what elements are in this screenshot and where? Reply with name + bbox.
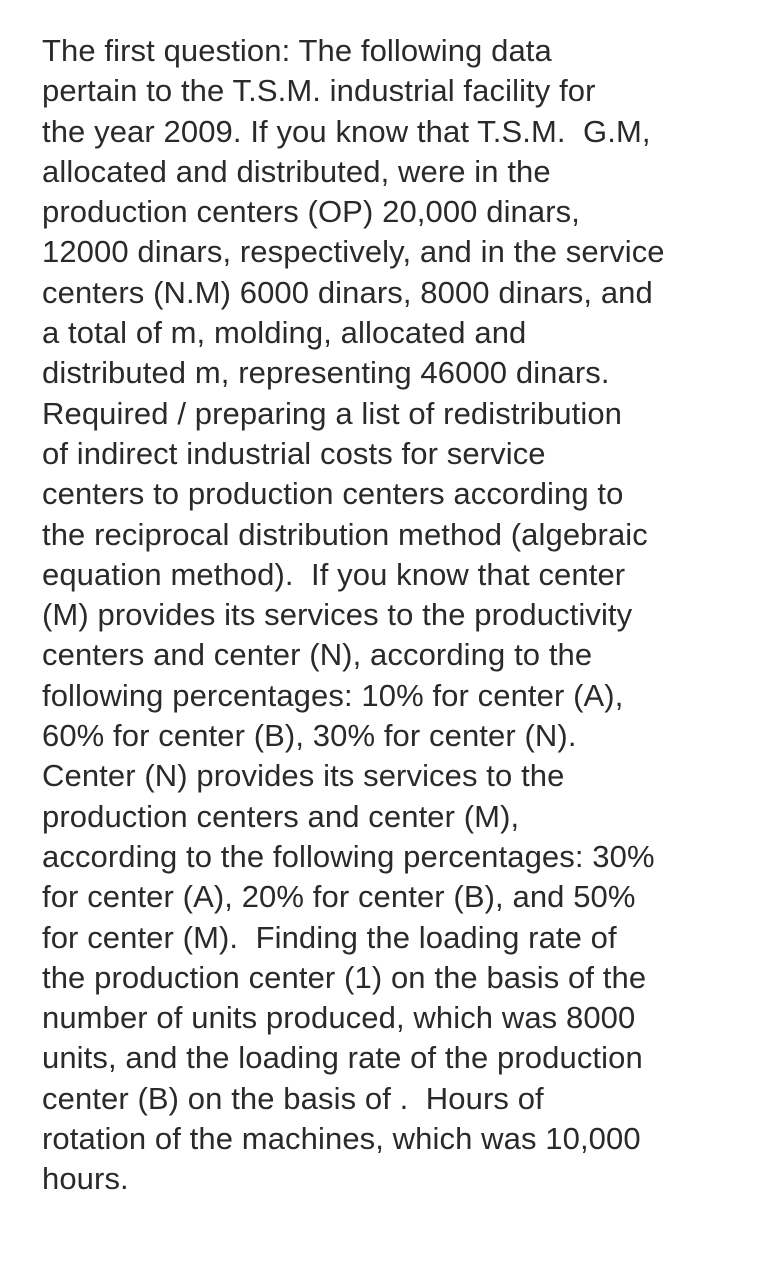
- text-line: centers (N.M) 6000 dinars, 8000 dinars, and: [42, 274, 653, 310]
- text-line: of indirect industrial costs for service: [42, 435, 546, 471]
- text-line: hours.: [42, 1161, 129, 1197]
- text-line: following percentages: 10% for center (A),: [42, 677, 624, 713]
- text-line: production centers (OP) 20,000 dinars,: [42, 194, 580, 230]
- text-line: allocated and distributed, were in the: [42, 153, 551, 189]
- text-line: distributed m, representing 46000 dinars.: [42, 355, 610, 391]
- text-line: according to the following percentages: 30%: [42, 838, 655, 874]
- text-line: (M) provides its services to the productivity: [42, 597, 633, 633]
- text-line: number of units produced, which was 8000: [42, 1000, 636, 1036]
- text-line: for center (M). Finding the loading rate of: [42, 919, 617, 955]
- text-line: Required / preparing a list of redistribution: [42, 395, 623, 431]
- text-line: The first question: The following data: [42, 33, 552, 68]
- text-line: rotation of the machines, which was 10,000: [42, 1121, 641, 1157]
- text-line: pertain to the T.S.M. industrial facility for: [42, 73, 596, 109]
- text-line: equation method). If you know that center: [42, 556, 626, 592]
- text-line: a total of m, molding, allocated and: [42, 315, 527, 351]
- text-line: the reciprocal distribution method (algebraic: [42, 516, 648, 552]
- question-text-block: [42, 31, 742, 1200]
- text-line: the production center (1) on the basis of the: [42, 959, 647, 995]
- text-line: the year 2009. If you know that T.S.M. G.M,: [42, 113, 651, 149]
- text-line: 12000 dinars, respectively, and in the service: [42, 234, 665, 270]
- text-line: production centers and center (M),: [42, 798, 520, 834]
- text-line: units, and the loading rate of the production: [42, 1040, 643, 1076]
- text-line: 60% for center (B), 30% for center (N).: [42, 718, 577, 754]
- text-line: Center (N) provides its services to the: [42, 758, 565, 794]
- text-line: centers and center (N), according to the: [42, 637, 593, 673]
- text-line: for center (A), 20% for center (B), and 50%: [42, 879, 636, 915]
- text-line: center (B) on the basis of . Hours of: [42, 1080, 544, 1116]
- text-line: centers to production centers according to: [42, 476, 624, 512]
